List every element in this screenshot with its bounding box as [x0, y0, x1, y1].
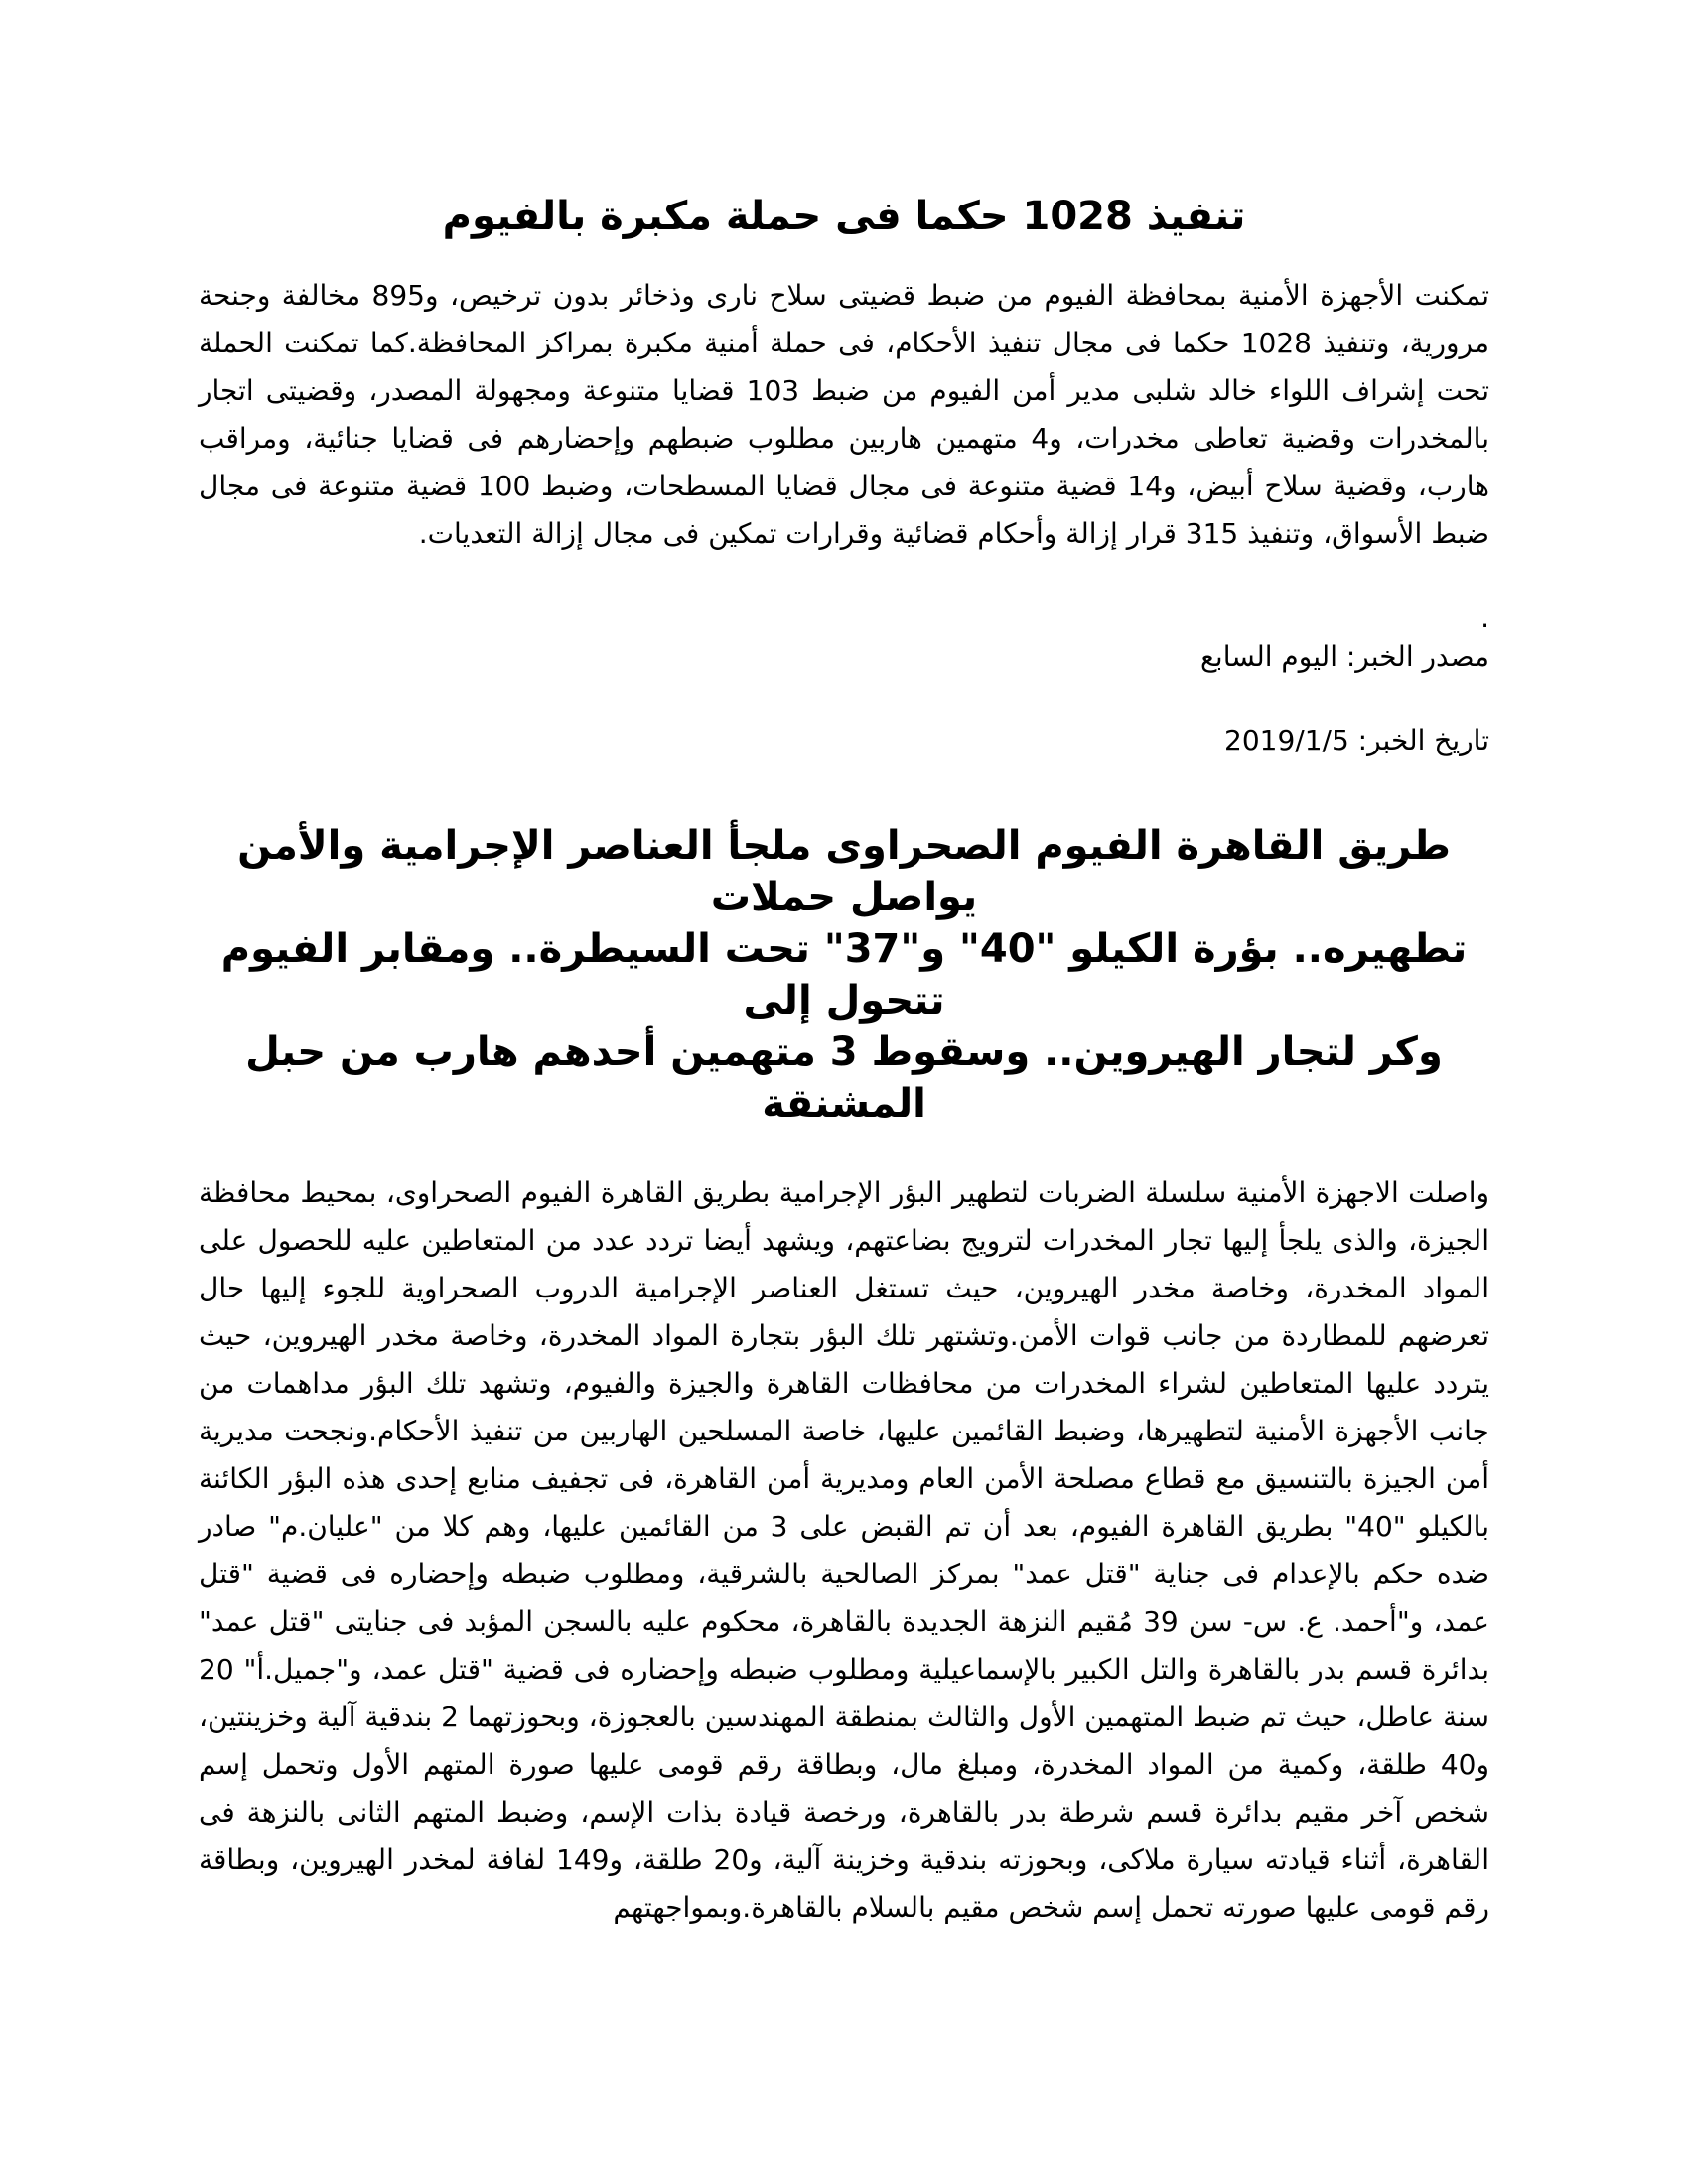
- article2-title: [199, 820, 1489, 1130]
- separator-dot: .: [1480, 602, 1489, 634]
- news-source: مصدر الخبر: اليوم السابع: [1200, 640, 1489, 673]
- article1-body: تمكنت الأجهزة الأمنية بمحافظة الفيوم من ضبط قضيتى سلاح نارى وذخائر بدون ترخيص، و895 مخالفة وجنحة مرورية، وتنفيذ 1028 حكما فى مجال تنفيذ الأحكام، فى حملة أمنية مكبرة بمراكز المحافظة.كما تمكنت الحملة تحت إشراف اللواء خالد شلبى مدير أمن الفيوم من ضبط 103 قضايا متنوعة ومجهولة المصدر، وقضيتى اتجار بالمخدرات وقضية تعاطى مخدرات، و4 متهمين هاربين مطلوب ضبطهم وإحضارهم فى قضايا جنائية، ومراقب هارب، وقضية سلاح أبيض، و14 قضية متنوعة فى مجال قضايا المسطحات، وضبط 100 قضية متنوعة فى مجال ضبط الأسواق، وتنفيذ 315 قرار إزالة وأحكام قضائية وقرارات تمكين فى مجال إزالة التعديات.: [199, 279, 1490, 550]
- article2-title-line: وكر لتجار الهيروين.. وسقوط 3 متهمين أحدهم هارب من حبل المشنقة: [245, 1029, 1443, 1127]
- document-page: [199, 189, 1489, 1932]
- article2-title-line: تطهيره.. بؤرة الكيلو "40" و"37" تحت السيطرة.. ومقابر الفيوم تتحول إلى: [220, 926, 1468, 1024]
- article1-title: تنفيذ 1028 حكما فى حملة مكبرة بالفيوم: [442, 194, 1246, 239]
- article2-title-line: طريق القاهرة الفيوم الصحراوى ملجأ العناصر الإجرامية والأمن يواصل حملات: [237, 823, 1451, 920]
- news-date: تاريخ الخبر: 2019/1/5: [1224, 724, 1489, 756]
- article2-body: واصلت الاجهزة الأمنية سلسلة الضربات لتطهير البؤر الإجرامية بطريق القاهرة الفيوم الصحراوى، بمحيط محافظة الجيزة، والذى يلجأ إليها تجار المخدرات لترويج بضاعتهم، ويشهد أيضا تردد عدد من المتعاطين عليه للحصول على المواد المخدرة، وخاصة مخدر الهيروين، حيث تستغل العناصر الإجرامية الدروب الصحراوية للجوء إليها حال تعرضهم للمطاردة من جانب قوات الأمن.وتشتهر تلك البؤر بتجارة المواد المخدرة، وخاصة مخدر الهيروين، حيث يتردد عليها المتعاطين لشراء المخدرات من محافظات القاهرة والجيزة والفيوم، وتشهد تلك البؤر مداهمات من جانب الأجهزة الأمنية لتطهيرها، وضبط القائمين عليها، خاصة المسلحين الهاربين من تنفيذ الأحكام.ونجحت مديرية أمن الجيزة بالتنسيق مع قطاع مصلحة الأمن العام ومديرية أمن القاهرة، فى تجفيف منابع إحدى هذه البؤر الكائنة بالكيلو "40" بطريق القاهرة الفيوم، بعد أن تم القبض على 3 من القائمين عليها، وهم كلا من "عليان.م" صادر ضده حكم بالإعدام فى جناية "قتل عمد" بمركز الصالحية بالشرقية، ومطلوب ضبطه وإحضاره فى قضية "قتل عمد، و"أحمد. ع. س- سن 39 مُقيم النزهة الجديدة بالقاهرة، محكوم عليه بالسجن المؤبد فى جنايتى "قتل عمد" بدائرة قسم بدر بالقاهرة والتل الكبير بالإسماعيلية ومطلوب ضبطه وإحضاره فى قضية "قتل عمد، و"جميل.أ" 20 سنة عاطل، حيث تم ضبط المتهمين الأول والثالث بمنطقة المهندسين بالعجوزة، وبحوزتهما 2 بندقية آلية وخزينتين، و40 طلقة، وكمية من المواد المخدرة، ومبلغ مال، وبطاقة رقم قومى عليها صورة المتهم الأول وتحمل إسم شخص آخر مقيم بدائرة قسم شرطة بدر بالقاهرة، ورخصة قيادة بذات الإسم، وضبط المتهم الثانى بالنزهة فى القاهرة، أثناء قيادته سيارة ملاكى، وبحوزته بندقية وخزينة آلية، و20 طلقة، و149 لفافة لمخدر الهيروين، وبطاقة رقم قومى عليها صورته تحمل إسم شخص مقيم بالسلام بالقاهرة.وبمواجهتهم: [199, 1176, 1490, 1924]
